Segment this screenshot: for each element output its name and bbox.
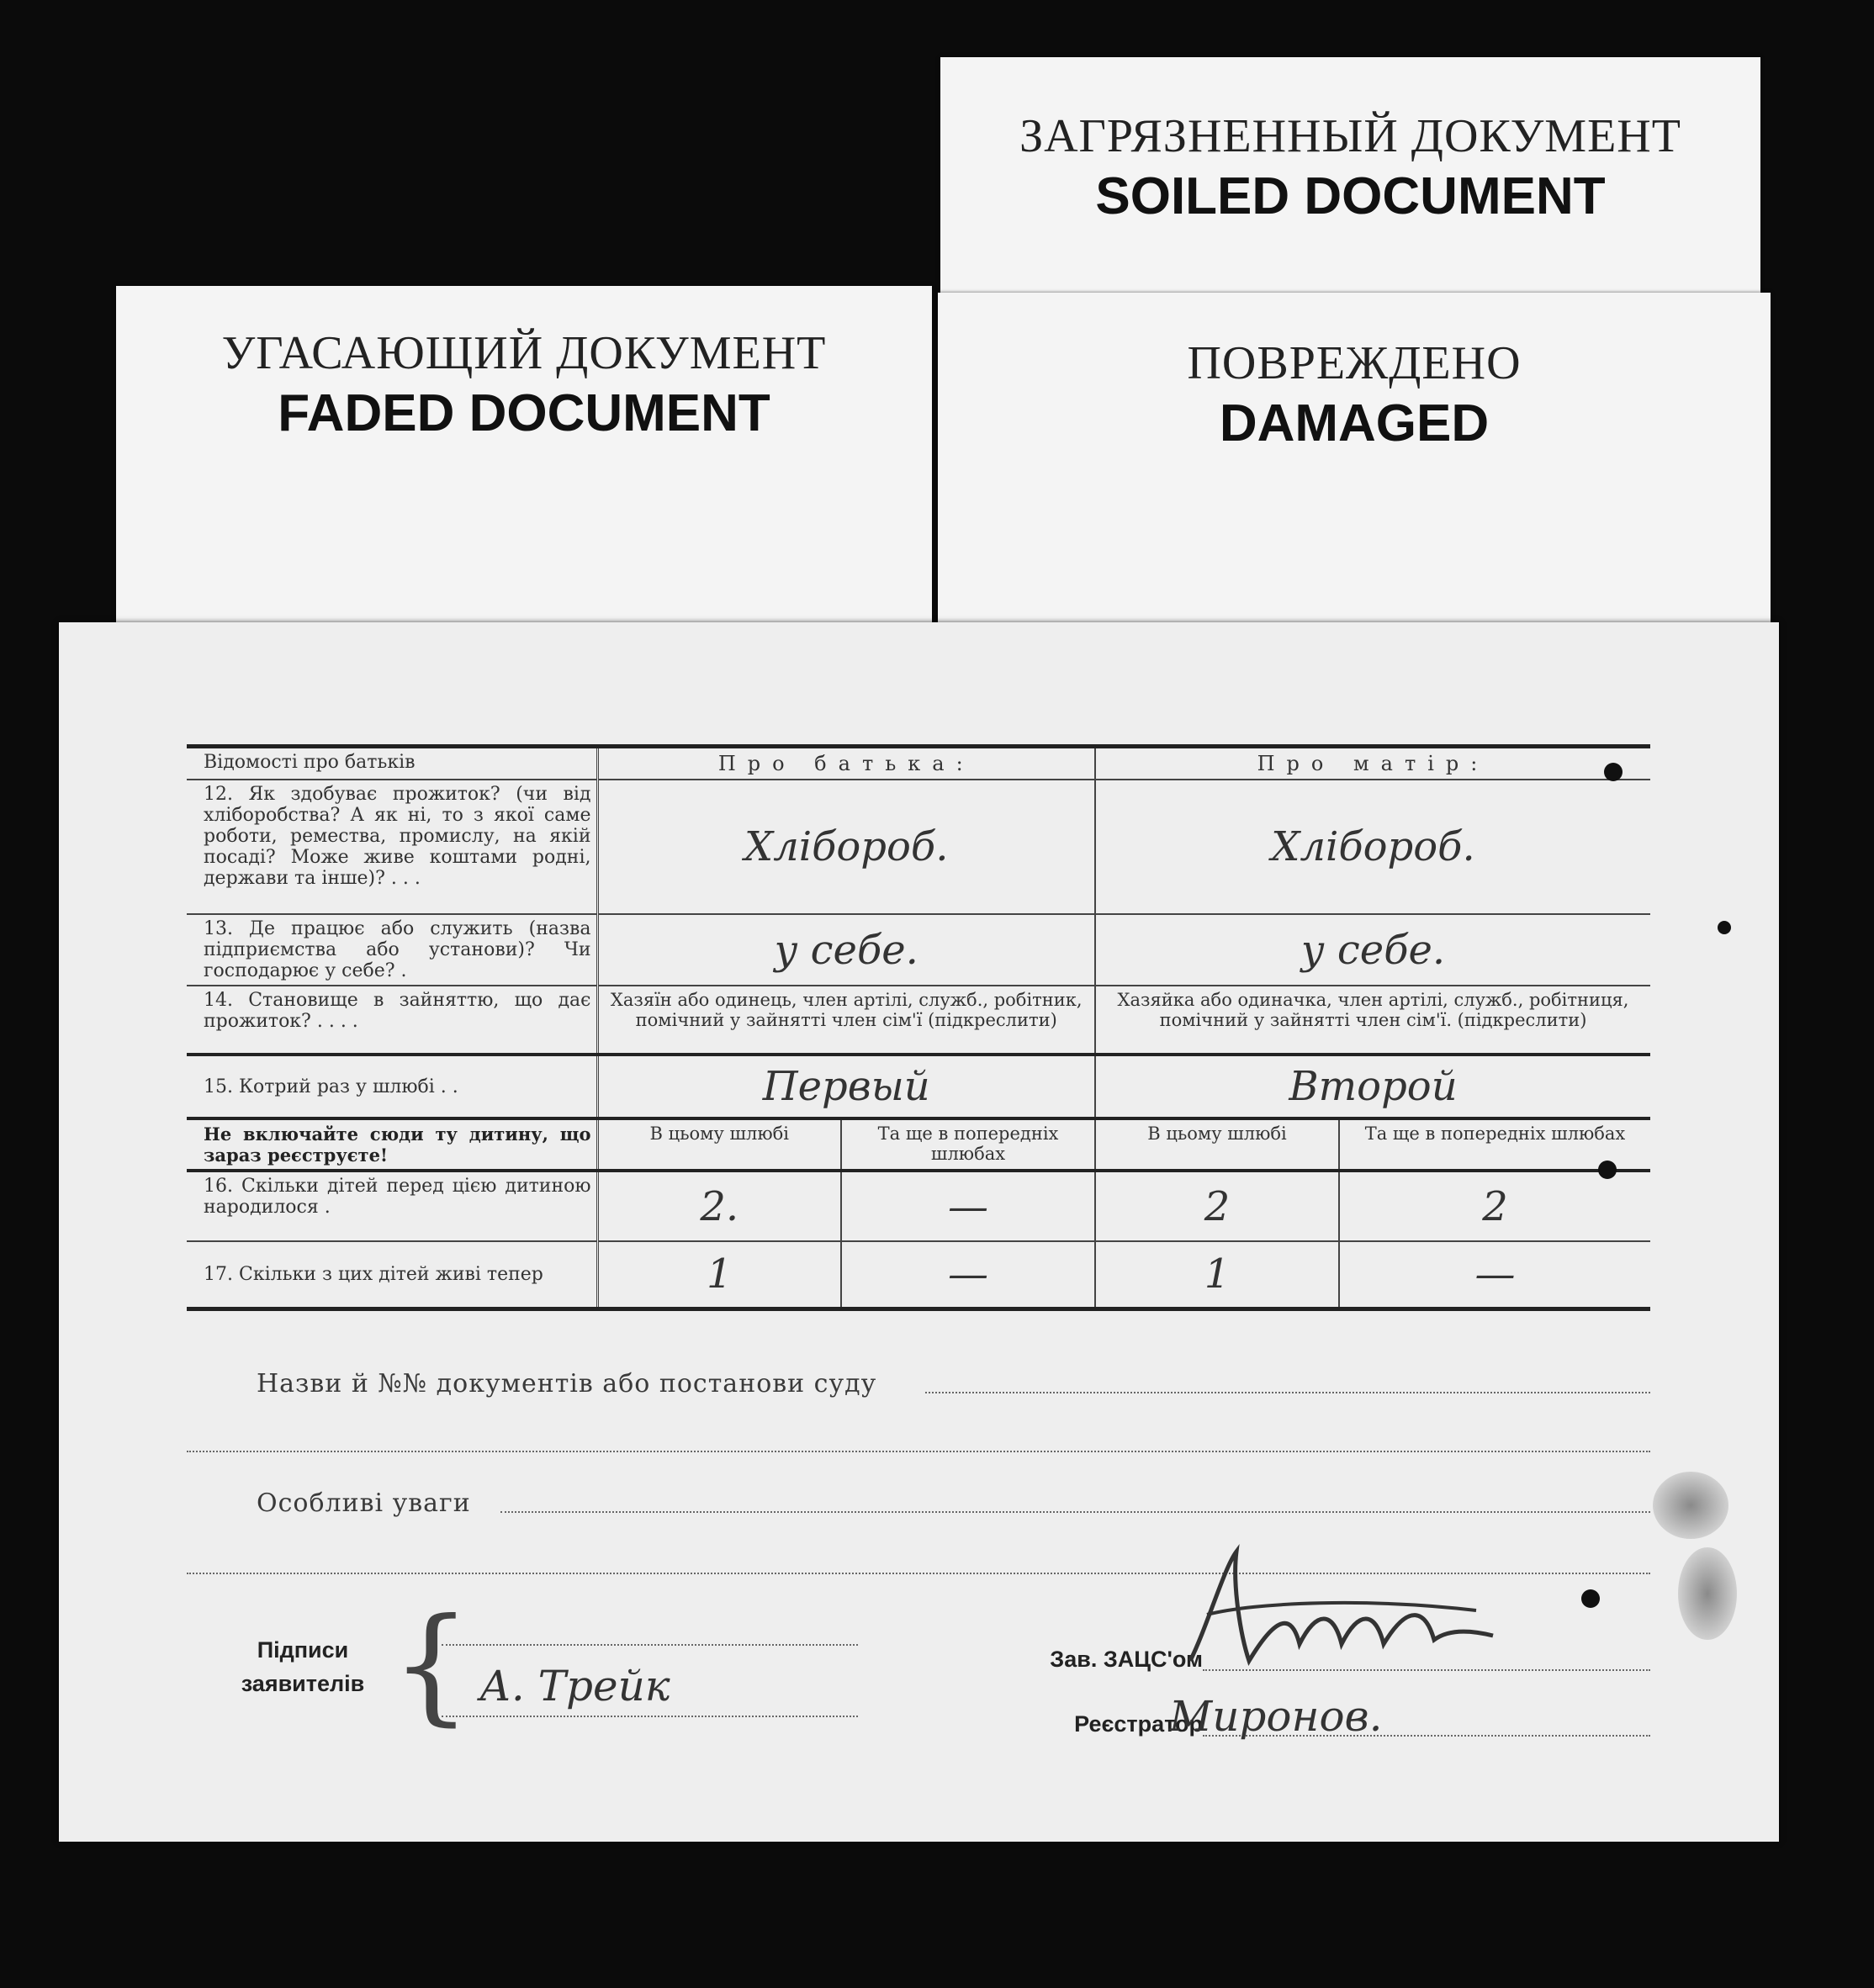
applicant-sig-line-2 [442, 1716, 858, 1717]
father-previous-header: Та ще в попередніх шлюбах [841, 1118, 1095, 1171]
punch-hole [1598, 1161, 1617, 1179]
head-label: Зав. ЗАЦС'ом [1050, 1647, 1203, 1672]
father-this-marriage-header: В цьому шлюбі [597, 1118, 841, 1171]
row13-mother-value: у себе. [1095, 914, 1650, 986]
row16-mother-this: 2 [1095, 1171, 1339, 1241]
row17-mother-prev: — [1339, 1241, 1650, 1309]
faded-ru-text: УГАСАЮЩИЙ ДОКУМЕНТ [221, 327, 827, 379]
row12-label: 12. Як здобуває прожиток? (чи від хліборобства? А як ні, то з якої саме роботи, ремества, промислу, на якій посаді? Може живе коштами родні, держави та інше)? . . . [187, 780, 597, 914]
children-subheader-row [187, 1118, 1650, 1171]
table-row [187, 780, 1650, 914]
row17-father-prev: — [841, 1241, 1095, 1309]
row14-mother-value: Хазяйка або одиначка, член артілі, служб., робітниця, помічний у зайнятті член сім'ї. (підкреслити) [1095, 986, 1650, 1055]
father-header: Про батька: [597, 747, 1095, 780]
damaged-en-text: DAMAGED [1219, 394, 1490, 452]
row13-father-value: у себе. [597, 914, 1095, 986]
row13-label: 13. Де працює або служить (назва підприємства або установи)? Чи господарює у себе? . [187, 914, 597, 986]
soiled-ru-text: ЗАГРЯЗНЕННЫЙ ДОКУМЕНТ [1019, 110, 1681, 162]
mother-header: Про матір: [1095, 747, 1650, 780]
applicant-sig-line-1 [442, 1644, 858, 1646]
head-signature-scribble [1157, 1535, 1510, 1678]
row17-mother-this: 1 [1095, 1241, 1339, 1309]
parents-info-header: Відомості про батьків [187, 747, 597, 780]
documents-line-2 [187, 1451, 1650, 1452]
damaged-ru-text: ПОВРЕЖДЕНО [1187, 337, 1522, 389]
punch-hole [1718, 921, 1731, 934]
table-row [187, 1171, 1650, 1241]
table-row [187, 986, 1650, 1055]
table-row [187, 914, 1650, 986]
row14-label: 14. Становище в зайняттю, що дає прожиток? . . . . [187, 986, 597, 1055]
damaged-document-card [938, 293, 1771, 646]
punch-hole [1581, 1589, 1600, 1608]
row15-label: 15. Котрий раз у шлюбі . . [187, 1055, 597, 1118]
row16-label: 16. Скільки дітей перед цією дитиною народилося . [187, 1171, 597, 1241]
documents-line [925, 1392, 1650, 1393]
applicant-signature: А. Трейк [479, 1662, 670, 1710]
applicants-label [227, 1633, 379, 1700]
row16-father-this: 2. [597, 1171, 841, 1241]
brace-glyph: { [391, 1592, 472, 1738]
table-header-row [187, 747, 1650, 780]
row16-father-prev: — [841, 1171, 1095, 1241]
row15-mother-value: Второй [1095, 1055, 1650, 1118]
registry-form-sheet [59, 622, 1779, 1842]
row14-father-value: Хазяїн або одинець, член артілі, служб., робітник, помічний у зайнятті член сім'ї (підкреслити) [597, 986, 1095, 1055]
notes-line [500, 1511, 1650, 1513]
registrar-signature: Миронов. [1169, 1692, 1383, 1741]
stain-mark [1653, 1472, 1728, 1539]
row12-father-value: Хлібороб. [597, 780, 1095, 914]
table-row [187, 1055, 1650, 1118]
registrar-label: Реєстратор [1074, 1711, 1203, 1737]
mother-previous-header: Та ще в попередніх шлюбах [1339, 1118, 1650, 1171]
soiled-en-text: SOILED DOCUMENT [1095, 167, 1606, 225]
table-row [187, 1241, 1650, 1309]
notes-label: Особливі уваги [257, 1488, 471, 1518]
parents-info-table [187, 744, 1650, 1311]
mother-this-marriage-header: В цьому шлюбі [1095, 1118, 1339, 1171]
children-note: Не включайте сюди ту дитину, що зараз реєструєте! [187, 1118, 597, 1171]
applicants-label-line2: заявителів [241, 1671, 365, 1696]
stain-mark [1678, 1547, 1737, 1640]
row17-label: 17. Скільки з цих дітей живі тепер [187, 1241, 597, 1309]
documents-label: Назви й №№ документів або постанови суду [257, 1369, 877, 1398]
row12-mother-value: Хлібороб. [1095, 780, 1650, 914]
applicants-label-line1: Підписи [257, 1637, 349, 1663]
row17-father-this: 1 [597, 1241, 841, 1309]
row15-father-value: Первый [597, 1055, 1095, 1118]
row16-mother-prev: 2 [1339, 1171, 1650, 1241]
faded-document-card [116, 286, 932, 639]
faded-en-text: FADED DOCUMENT [278, 384, 770, 442]
punch-hole [1604, 763, 1623, 781]
